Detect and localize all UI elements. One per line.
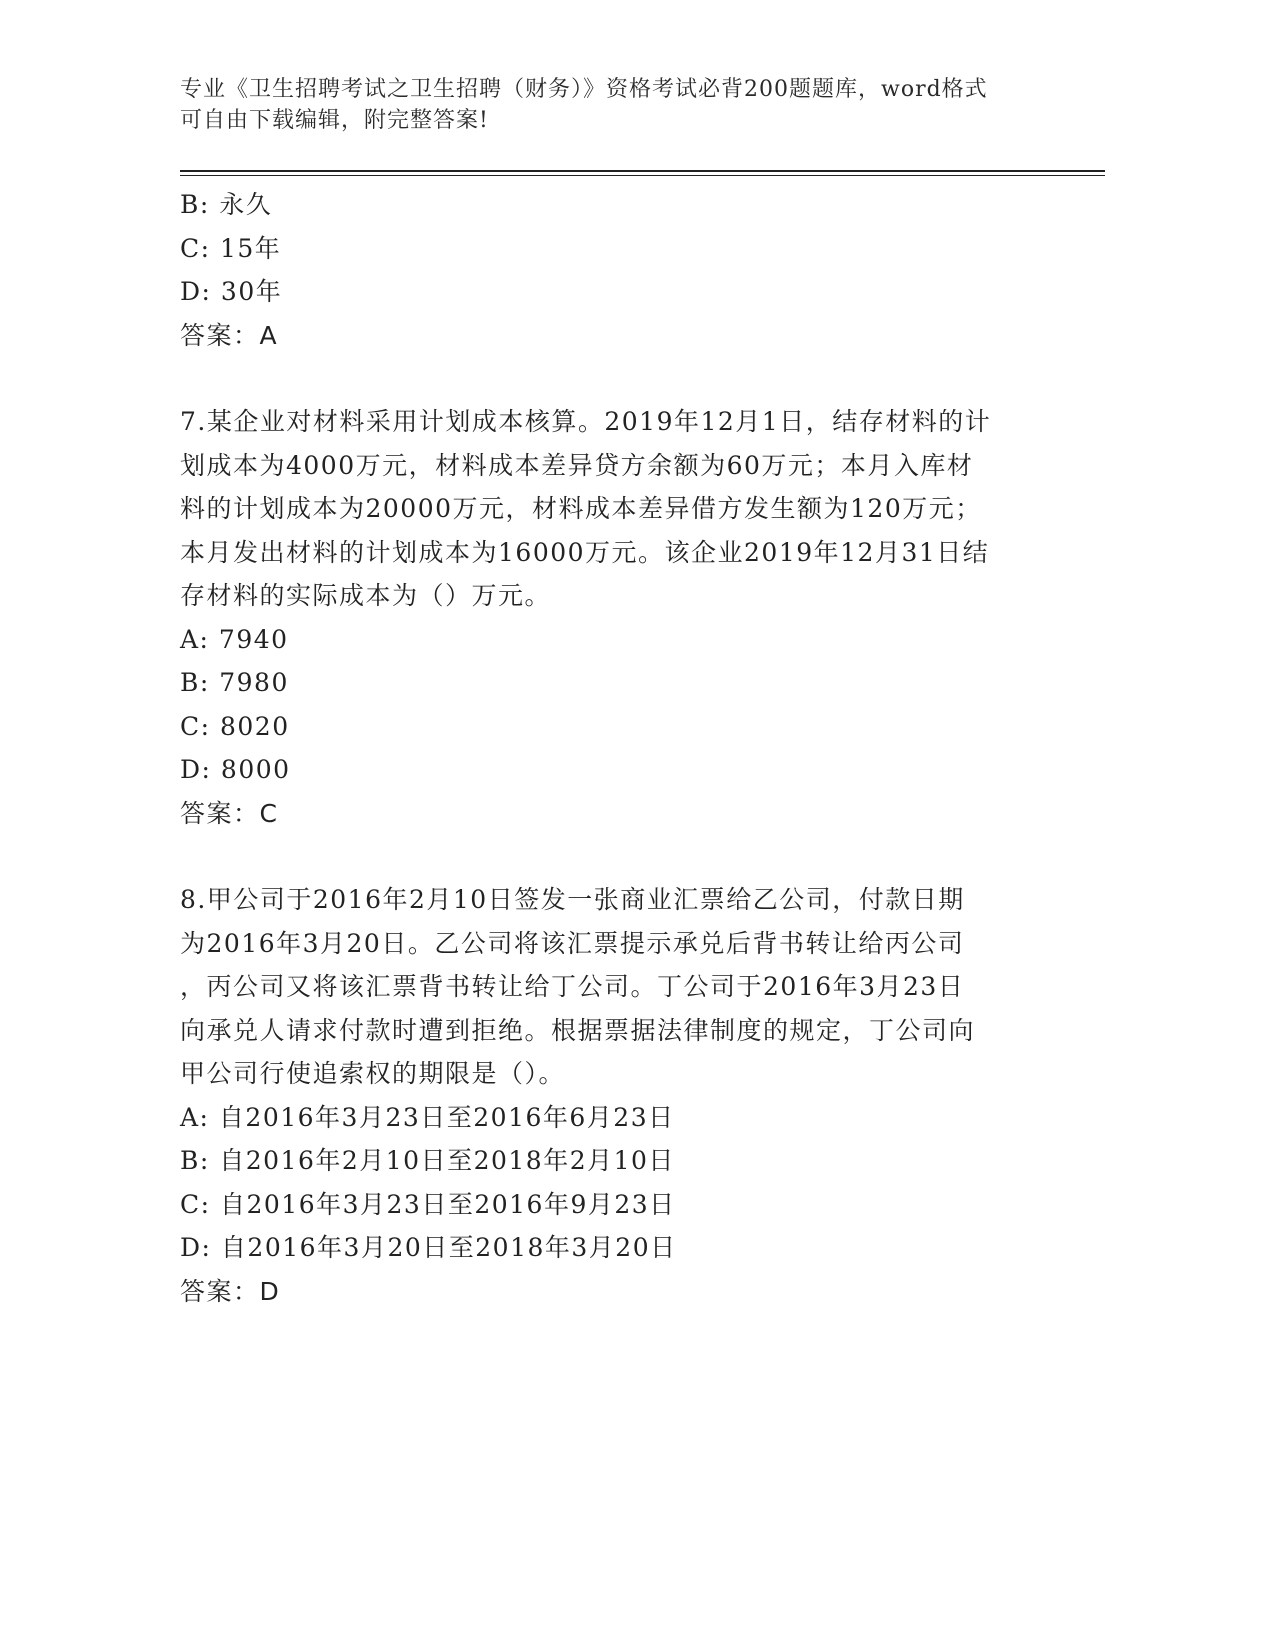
q7-answer: 答案：C — [180, 798, 279, 828]
q7-stem-line-1: 7.某企业对材料采用计划成本核算。2019年12月1日，结存材料的计 — [180, 407, 992, 436]
q7-option-c: C: 8020 — [180, 711, 290, 741]
header-divider-thin — [180, 175, 1105, 176]
q8-option-b: B: 自2016年2月10日至2018年2月10日 — [180, 1146, 675, 1175]
q7-option-b: B: 7980 — [180, 668, 289, 697]
q7-stem-line-4: 本月发出材料的计划成本为16000万元。该企业2019年12月31日结 — [180, 537, 990, 567]
q8-answer: 答案：D — [180, 1276, 281, 1306]
question-content — [180, 183, 1050, 1313]
q6-option-d: D: 30年 — [180, 277, 283, 306]
q7-stem-line-2: 划成本为4000万元，材料成本差异贷方余额为60万元；本月入库材 — [180, 450, 974, 480]
q8-option-a: A: 自2016年3月23日至2016年6月23日 — [180, 1102, 675, 1132]
document-header — [180, 74, 1060, 136]
q7-option-d: D: 8000 — [180, 755, 291, 784]
q8-stem-line-3: ，丙公司又将该汇票背书转让给丁公司。丁公司于2016年3月23日 — [180, 972, 965, 1001]
q8-option-d: D: 自2016年3月20日至2018年3月20日 — [180, 1233, 677, 1262]
header-title-line-2: 可自由下载编辑，附完整答案! — [180, 108, 489, 133]
spacer — [180, 357, 1050, 400]
question-6-tail — [180, 183, 1050, 357]
q8-stem-line-1: 8.甲公司于2016年2月10日签发一张商业汇票给乙公司，付款日期 — [180, 885, 965, 914]
q8-option-c: C: 自2016年3月23日至2016年9月23日 — [180, 1189, 676, 1219]
spacer — [180, 835, 1050, 878]
q6-option-c: C: 15年 — [180, 233, 282, 263]
q7-stem-line-3: 料的计划成本为20000万元，材料成本差异借方发生额为120万元； — [180, 494, 982, 523]
q8-stem-line-2: 为2016年3月20日。乙公司将该汇票提示承兑后背书转让给丙公司 — [180, 928, 965, 958]
header-divider-thick — [180, 170, 1105, 172]
q8-stem-line-4: 向承兑人请求付款时遭到拒绝。根据票据法律制度的规定，丁公司向 — [180, 1015, 976, 1045]
header-title-line-1: 专业《卫生招聘考试之卫生招聘（财务）》资格考试必背200题题库，word格式 — [180, 77, 988, 102]
q8-stem-line-5: 甲公司行使追索权的期限是（）。 — [180, 1059, 566, 1088]
question-8 — [180, 878, 1050, 1313]
q6-answer: 答案：A — [180, 320, 279, 350]
q7-stem-line-5: 存材料的实际成本为（）万元。 — [180, 581, 552, 610]
q7-option-a: A: 7940 — [180, 624, 289, 654]
question-7 — [180, 400, 1050, 835]
q6-option-b: B: 永久 — [180, 190, 273, 219]
